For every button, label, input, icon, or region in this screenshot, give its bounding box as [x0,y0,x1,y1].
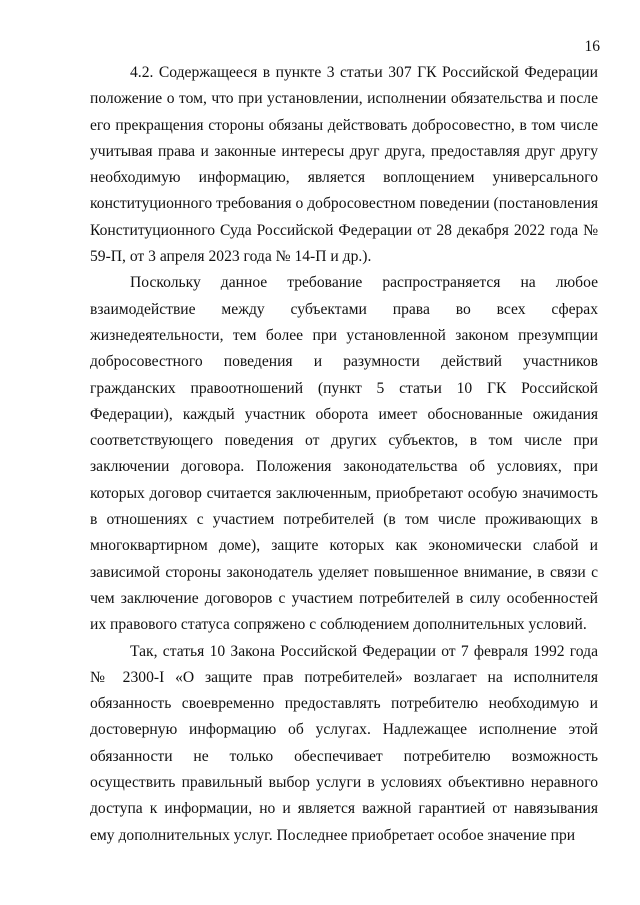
paragraph-consumer-law: Так, статья 10 Закона Российской Федерации от 7 февраля 1992 года № 2300-I «О защите прав потребителей» возлагает на исполнителя обязанность своевременно предоставлять потребителю необходимую и достоверную информацию об услугах. Надлежащее исполнение этой обязанности не только обеспечивает потребителю возможность осуществить правильный выбор услуги в условиях объективно неравного доступа к информации, но и является важной гарантией от навязывания ему дополнительных услуг. Последнее приобретает особое значение при [90,642,598,844]
paragraph-4-2: 4.2. Содержащееся в пункте 3 статьи 307 ГК Российской Федерации положение о том, что при установлении, исполнении обязательства и после его прекращения стороны обязаны действовать добросовестно, в том числе учитывая права и законные интересы друг друга, предоставляя друг другу необходимую информацию, является воплощением универсального конституционного требования о добросовестном поведении (постановления Конституционного Суда Российской Федерации от 28 декабря 2022 года № 59-П, от 3 апреля 2023 года № 14-П и др.). [90,64,598,266]
page-number: 16 [584,38,600,55]
document-body [90,60,598,849]
paragraph-consumer-interaction: Поскольку данное требование распространяется на любое взаимодействие между субъектами права во всех сферах жизнедеятельности, тем более при установленной законом презумпции добросовестного поведения и разумности действий участников гражданских правоотношений (пункт 5 статьи 10 ГК Российской Федерации), каждый участник оборота имеет обоснованные ожидания соответствующего поведения от других субъектов, в том числе при заключении договора. Положения законодательства об условиях, при которых договор считается заключенным, приобретают особую значимость в отношениях с участием потребителей (в том числе проживающих в многоквартирном доме), защите которых как экономически слабой и зависимой стороны законодатель уделяет повышенное внимание, в связи с чем заключение договоров с участием потребителей в силу особенностей их правового статуса сопряжено с соблюдением дополнительных условий. [90,274,598,634]
